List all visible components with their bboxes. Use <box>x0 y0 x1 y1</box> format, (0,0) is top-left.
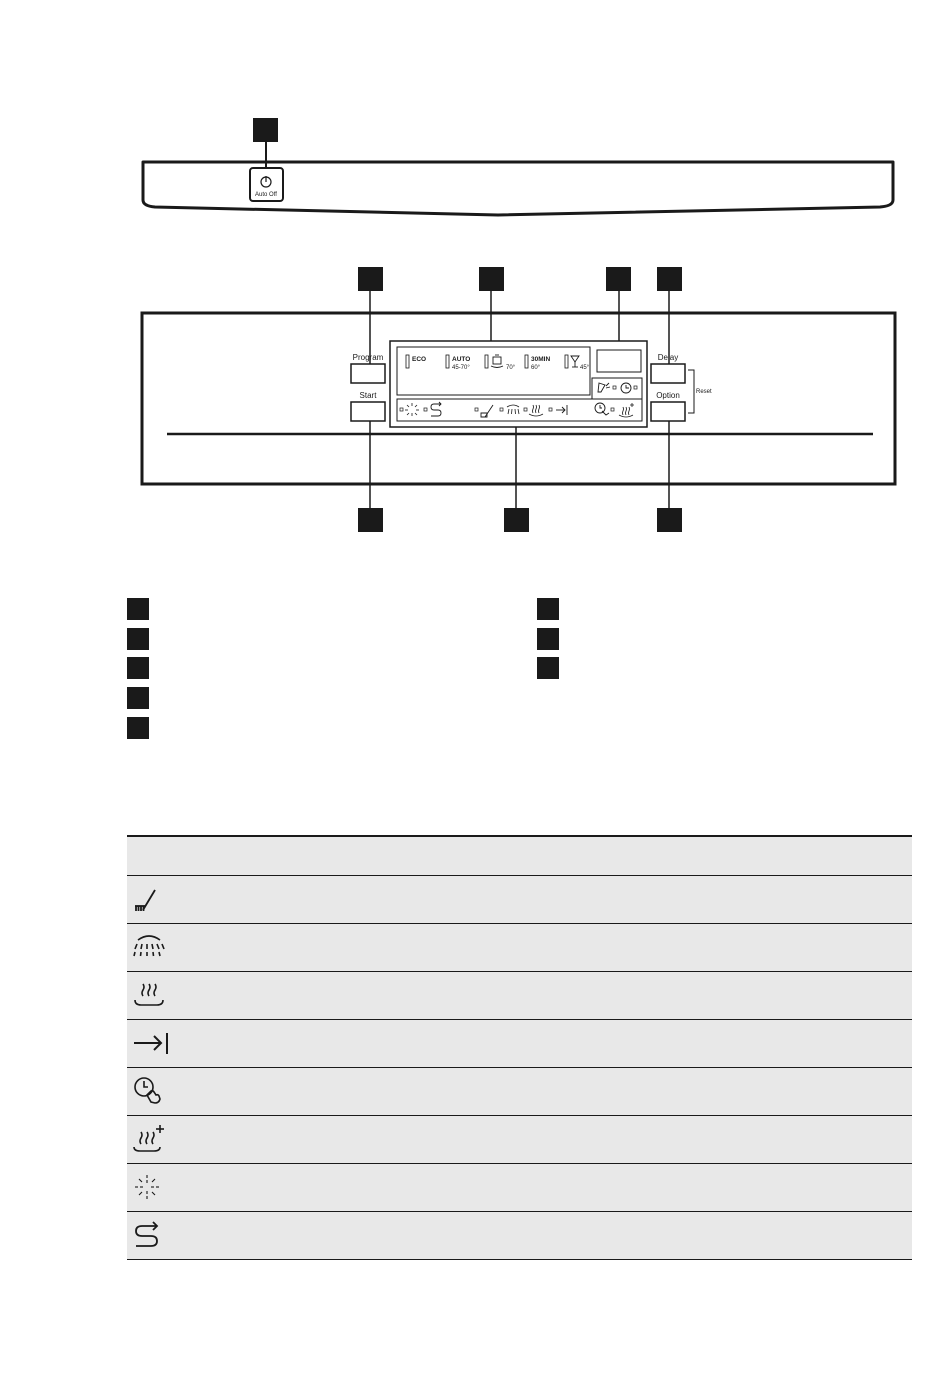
svg-text:30MIN: 30MIN <box>531 356 551 363</box>
reset-label: Reset <box>696 389 712 395</box>
svg-text:ECO: ECO <box>412 356 427 363</box>
delay-button-label: Delay <box>657 353 679 362</box>
callout-marker-6 <box>358 508 383 532</box>
legend-marker-8 <box>537 657 559 679</box>
control-panel-diagram <box>0 0 950 560</box>
callout-marker-4 <box>606 267 631 291</box>
svg-text:60°: 60° <box>531 365 541 371</box>
main-wash-spray-icon <box>131 932 167 962</box>
legend-marker-2 <box>127 628 149 650</box>
option-button-label: Option <box>656 391 680 400</box>
table-row <box>127 1019 912 1067</box>
table-header-col2 <box>179 836 912 875</box>
table-row <box>127 1067 912 1115</box>
time-manager-icon <box>131 1075 167 1107</box>
start-button-label: Start <box>359 391 377 400</box>
option-button[interactable] <box>651 391 685 421</box>
table-row-text <box>179 1115 912 1163</box>
legend-marker-6 <box>537 598 559 620</box>
table-row-text <box>179 971 912 1019</box>
legend-marker-7 <box>537 628 559 650</box>
airdry-icon <box>131 1172 163 1202</box>
table-row-text <box>179 1211 912 1259</box>
table-header-row <box>127 836 912 875</box>
callout-marker-7 <box>504 508 529 532</box>
rinse-aid-cycle-icon <box>131 1220 163 1250</box>
table-row <box>127 1163 912 1211</box>
table-row-text <box>179 1067 912 1115</box>
legend-marker-5 <box>127 717 149 739</box>
table-row-text <box>179 1019 912 1067</box>
drying-icon <box>131 980 167 1010</box>
table-header-col1 <box>127 836 179 875</box>
delay-button[interactable] <box>651 353 685 383</box>
svg-text:AUTO: AUTO <box>452 356 471 363</box>
legend-marker-4 <box>127 687 149 709</box>
table-row <box>127 1211 912 1259</box>
legend-marker-3 <box>127 657 149 679</box>
table-row <box>127 1115 912 1163</box>
program-button-label: Program <box>352 353 384 362</box>
auto-off-label: Auto Off <box>255 192 277 198</box>
callout-marker-8 <box>657 508 682 532</box>
prewash-brush-icon <box>131 884 163 914</box>
table-row <box>127 923 912 971</box>
extra-dry-icon <box>131 1123 167 1155</box>
start-button[interactable] <box>351 391 385 421</box>
reset-bracket <box>688 370 694 413</box>
table-row-text <box>179 923 912 971</box>
table-row <box>127 875 912 923</box>
svg-text:70°: 70° <box>506 365 516 371</box>
table-row <box>127 971 912 1019</box>
callout-marker-1 <box>253 118 278 142</box>
legend-marker-1 <box>127 598 149 620</box>
callout-marker-3 <box>479 267 504 291</box>
callout-marker-5 <box>657 267 682 291</box>
svg-text:45°: 45° <box>580 365 590 371</box>
table-row-text <box>179 1163 912 1211</box>
callout-marker-2 <box>358 267 383 291</box>
end-arrow-icon <box>131 1028 171 1058</box>
indicator-table <box>127 835 912 1260</box>
svg-text:45-70°: 45-70° <box>452 365 470 371</box>
table-row-text <box>179 875 912 923</box>
program-button[interactable] <box>351 353 385 383</box>
on-off-button[interactable] <box>250 168 283 201</box>
